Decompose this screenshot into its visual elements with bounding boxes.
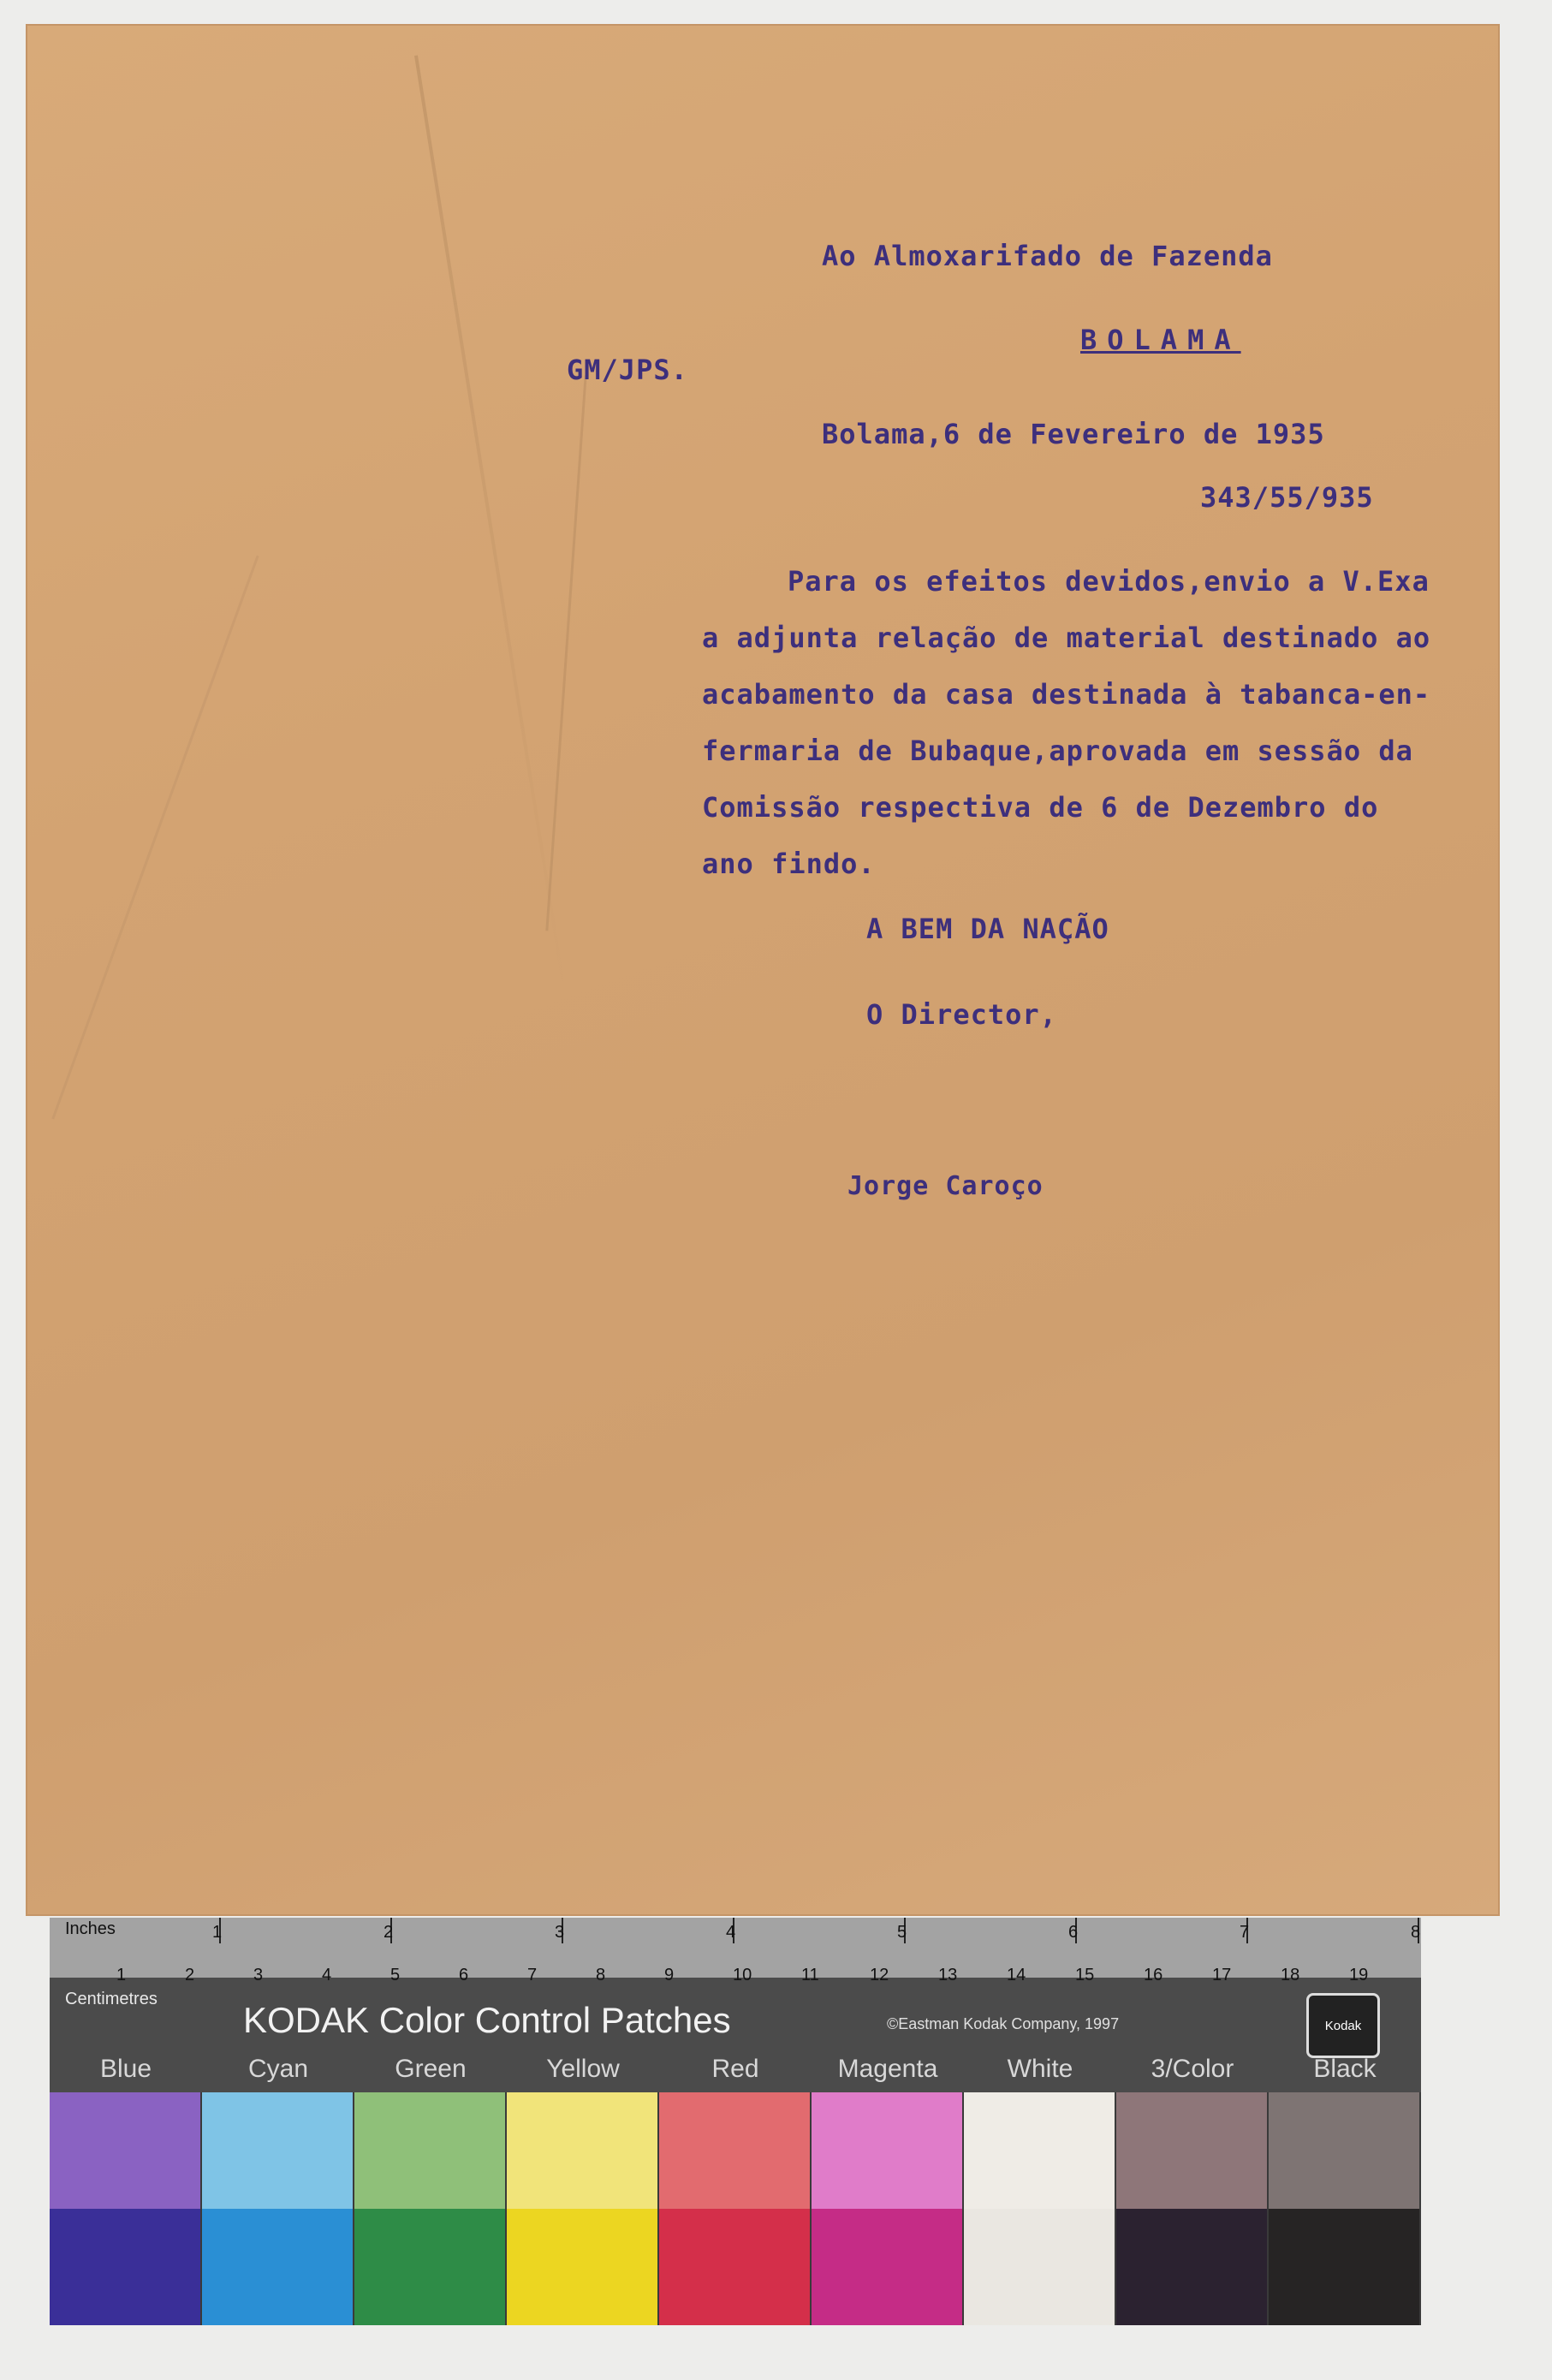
ruler-cm-label: Centimetres (65, 1990, 158, 2008)
color-patch-light (507, 2092, 659, 2209)
cm-number: 7 (527, 1966, 538, 1984)
letter-date: Bolama,6 de Fevereiro de 1935 (822, 418, 1325, 450)
cm-number: 10 (733, 1966, 752, 1984)
patch-labels (50, 2055, 1421, 2089)
patch-label: White (1007, 2055, 1073, 2083)
color-patch-light (1269, 2092, 1421, 2209)
cm-number: 17 (1212, 1966, 1232, 1984)
color-patch-dark (50, 2209, 202, 2325)
color-patches (50, 2092, 1421, 2325)
cm-number: 13 (938, 1966, 958, 1984)
patch-label: Cyan (247, 2055, 309, 2083)
color-patch-dark (964, 2209, 1116, 2325)
cm-number: 15 (1075, 1966, 1095, 1984)
patch-label: 3/Color (1151, 2055, 1234, 2083)
cm-number: 8 (596, 1966, 606, 1984)
patch-label: Green (395, 2055, 467, 2083)
color-patch-dark (507, 2209, 659, 2325)
color-patch-light (659, 2092, 812, 2209)
patch-label: Yellow (546, 2055, 620, 2083)
color-patch-dark (812, 2209, 964, 2325)
letter-paper (26, 24, 1500, 1916)
kodak-logo: Kodak (1306, 1993, 1380, 2058)
inch-number: 8 (1411, 1923, 1421, 1942)
cm-number: 4 (322, 1966, 332, 1984)
color-patch-dark (354, 2209, 507, 2325)
body-line: Para os efeitos devidos,envio a V.Exa (788, 565, 1430, 598)
copyright: ©Eastman Kodak Company, 1997 (887, 2015, 1120, 2032)
color-patch-dark (202, 2209, 354, 2325)
cm-number: 6 (459, 1966, 469, 1984)
inch-number: 2 (384, 1923, 394, 1942)
cm-number: 18 (1281, 1966, 1300, 1984)
color-control-target (50, 1918, 1421, 2325)
closing-salutation: A BEM DA NAÇÃO (866, 913, 1109, 945)
inch-number: 7 (1240, 1923, 1250, 1942)
cm-number: 2 (185, 1966, 195, 1984)
paper-crease (545, 376, 586, 931)
color-patch-light (964, 2092, 1116, 2209)
cm-number: 1 (116, 1966, 127, 1984)
cm-number: 3 (253, 1966, 264, 1984)
color-patch-light (1116, 2092, 1269, 2209)
cm-number: 5 (390, 1966, 401, 1984)
cm-number: 11 (801, 1966, 819, 1984)
inch-number: 6 (1068, 1923, 1079, 1942)
signatory-title: O Director, (866, 998, 1057, 1031)
patch-label: Black (1313, 2055, 1377, 2083)
paper-crease (414, 55, 565, 985)
paper-crease (51, 556, 259, 1120)
color-patch-dark (1116, 2209, 1269, 2325)
reference-initials: GM/JPS. (567, 354, 688, 386)
reference-number: 343/55/935 (1200, 481, 1374, 514)
signatory-name: Jorge Caroço (847, 1171, 1044, 1201)
color-patch-light (50, 2092, 202, 2209)
body-line: ano findo. (702, 848, 876, 880)
addressee: Ao Almoxarifado de Fazenda (822, 240, 1273, 272)
cm-number: 9 (664, 1966, 675, 1984)
cm-number: 14 (1007, 1966, 1026, 1984)
color-patch-dark (1269, 2209, 1421, 2325)
body-line: Comissão respectiva de 6 de Dezembro do (702, 791, 1379, 824)
target-title: KODAK Color Control Patches (243, 2000, 731, 2040)
ruler (50, 1918, 1421, 2008)
cm-number: 19 (1349, 1966, 1369, 1984)
body-line: a adjunta relação de material destinado ao (702, 622, 1431, 654)
inch-number: 5 (897, 1923, 907, 1942)
color-patch-light (202, 2092, 354, 2209)
inch-number: 3 (555, 1923, 565, 1942)
patch-label: Magenta (837, 2055, 938, 2083)
inch-number: 1 (212, 1923, 223, 1942)
patch-label: Blue (99, 2055, 152, 2083)
cm-number: 16 (1144, 1966, 1163, 1984)
inch-number: 4 (726, 1923, 736, 1942)
body-line: acabamento da casa destinada à tabanca-en- (702, 678, 1431, 711)
color-patch-light (354, 2092, 507, 2209)
body-line: fermaria de Bubaque,aprovada em sessão da (702, 735, 1413, 767)
cm-number: 12 (870, 1966, 889, 1984)
color-patch-light (812, 2092, 964, 2209)
color-patch-dark (659, 2209, 812, 2325)
ruler-inches-label: Inches (65, 1919, 116, 1938)
city: BOLAMA (1080, 324, 1241, 356)
patch-label: Red (711, 2055, 759, 2083)
